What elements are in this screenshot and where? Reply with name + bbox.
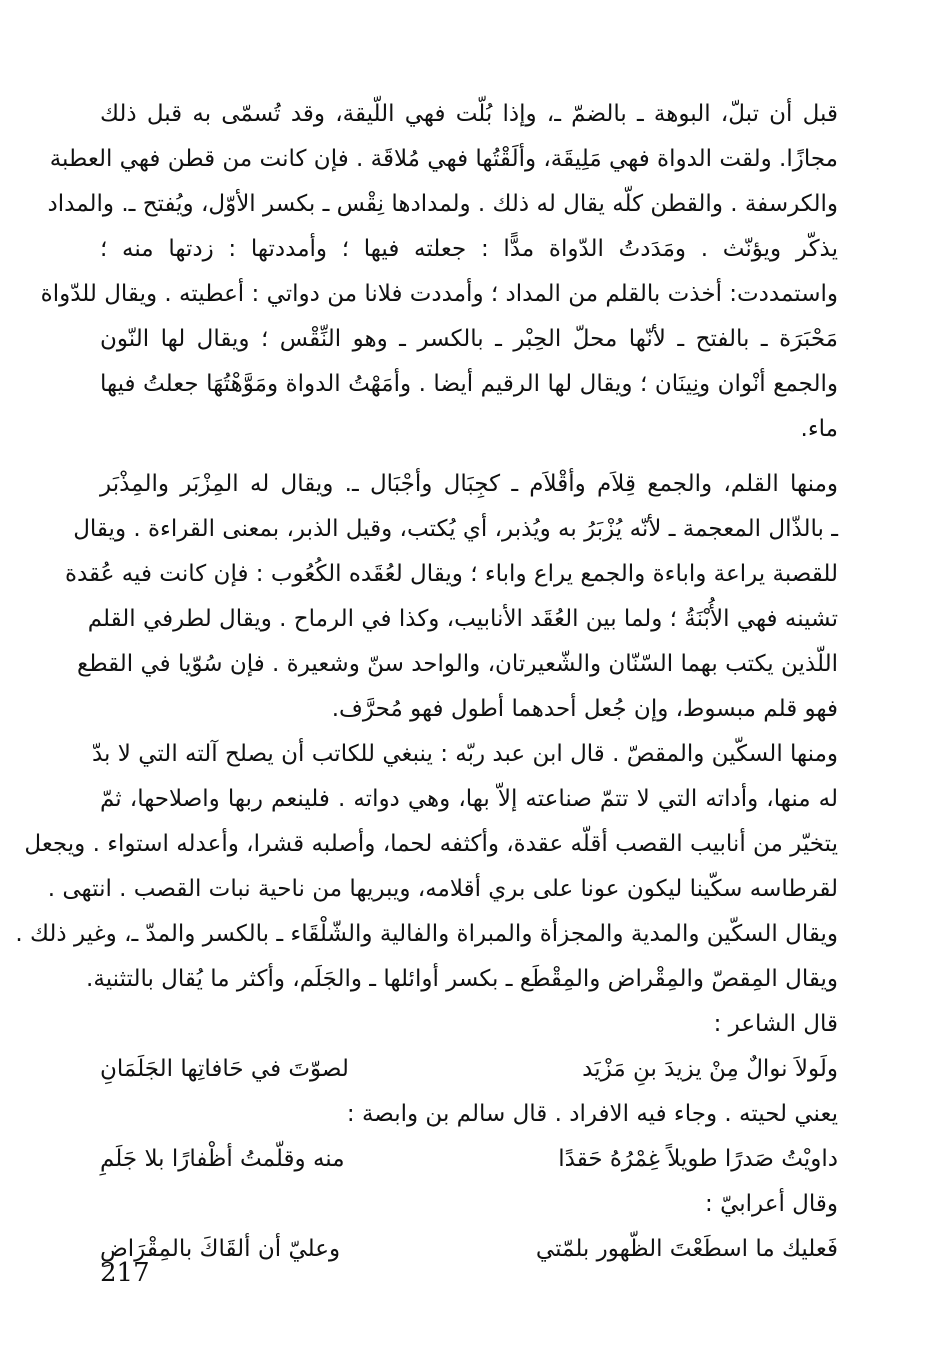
text-line: لقرطاسه سكّينا ليكون عونا على بري أقلامه، ويبريها من ناحية نبات القصب . انتهى . [47,876,838,902]
verse-second-hemistich: وعليّ أن ألقَاكَ بالمِقْرَاضِ [100,1236,341,1262]
paragraph-knife [15,732,838,1047]
text-line: والكرسفة . والقطن كلّه يقال له ذلك . ولمدادها نِقْس ـ بكسر الأوّل، ويُفتح ـ. والمداد [47,191,838,217]
text-line: يعني لحيته . وجاء فيه الافراد . قال سالم بن وابصة : [346,1101,838,1127]
text-line: اللّذين يكتب بهما السّنّان والشّعيرتان، والواحد سنّ وشعيرة . فإن سُوّيا في القطع [77,651,838,677]
text-line: ويقال المِقصّ والمِقْراض والمِقْطَع ـ بكسر أوائلها ـ والجَلَم، وأكثر ما يُقال بالتثنية. [86,966,838,992]
poem-verse [100,1047,838,1092]
text-line: يذكّر ويؤنّث . ومَدَدتُ الدّواة مدًّا : جعلته فيها ؛ وأمددتها : زدتها منه ؛ [100,236,838,262]
text-line: وقال أعرابيّ : [705,1191,838,1217]
page-number: 217 [100,1258,150,1288]
verse-first-hemistich: ولَولاَ نوالٌ مِنْ يزيدَ بنِ مَزْيَد [582,1056,838,1082]
text-line: مجازًا. ولقت الدواة فهي مَلِيقَة، وألَقْتُها فهي مُلاقَة . فإن كانت من قطن فهي العطبة [49,146,838,172]
text-line: له منها، وأداته التي لا تتمّ صناعته إلاّ بها، وهي دواته . فلينعم ربها واصلاحها، ثمّ [100,786,838,812]
text-line: يتخيّر من أنابيب القصب أقلّه عقدة، وأكثفه لحما، وأصلبه قشرا، وأعدله استواء . ويجعل [24,831,838,857]
text-line: ماء. [800,416,838,442]
text-line: قبل أن تبلّ، البوهة ـ بالضمّ ـ، وإذا بُلّت فهي اللّيقة، وقد تُسمّى به قبل ذلك [100,101,838,127]
verse-first-hemistich: فَعليك ما اسطَعْتَ الظّهور بلمّتي [535,1236,838,1262]
text-line: تشينه فهي الأُبْنَةُ ؛ ولما بين العُقَد الأنابيب، وكذا في الرماح . ويقال لطرفي القلم [87,606,838,632]
paragraph-pen [64,462,838,732]
text-line: قال الشاعر : [713,1011,838,1037]
text-line: واستمددت: أخذت بالقلم من المداد ؛ وأمددت فلانا من دواتي : أعطيته . ويقال للدّواة [40,281,838,307]
text-line: والجمع أنْوان ونِينَان ؛ ويقال لها الرقيم أيضا . وأمَهْتُ الدواة ومَوَّهْتُهَا جعلتُ فيها [100,371,838,397]
text-line: ويقال السكّين والمدية والمجزأة والمبراة والفالية والشّلْقَاء ـ بالكسر والمدّ ـ، وغير ذلك . [15,921,838,947]
text-line: ومنها القلم، والجمع قِلاَم وأقْلاَم ـ كجِبَال وأجْبَال ـ. ويقال له المِزْبَر والمِذْبَر [100,471,838,497]
text-line: ـ بالذّال المعجمة ـ لأنّه يُزْبَرُ به ويُذبر، أي يُكتب، وقيل الذبر، بمعنى القراءة . ويقال [73,516,838,542]
text-line: فهو قلم مبسوط، وإن جُعل أحدهما أطول فهو مُحرَّف. [331,696,838,722]
paragraph-inkwell [40,92,838,452]
verse-first-hemistich: داويْتُ صَدرًا طويلاً غِمْرُهُ حَقدًا [558,1146,838,1172]
verse-second-hemistich: منه وقلّمتُ أظْفارًا بلا جَلَمِ [100,1146,345,1172]
text-line: ومنها السكّين والمقصّ . قال ابن عبد ربّه : ينبغي للكاتب أن يصلح آلته التي لا بدّ [91,741,838,767]
poem-verse [100,1137,838,1182]
text-line: للقصبة يراعة واباءة والجمع يراع واباء ؛ ويقال لعُقَده الكُعُوب : فإن كانت فيه عُقدة [64,561,838,587]
verse-second-hemistich: لصوّتَ في حَافاتِها الجَلَمَانِ [100,1056,349,1082]
page-body [15,92,838,1272]
poem-verse [100,1227,838,1272]
text-line: مَحْبَرَة ـ بالفتح ـ لأنّها محلّ الحِبْر ـ بالكسر ـ وهو النِّقْس ؛ ويقال لها النّون [100,326,838,352]
